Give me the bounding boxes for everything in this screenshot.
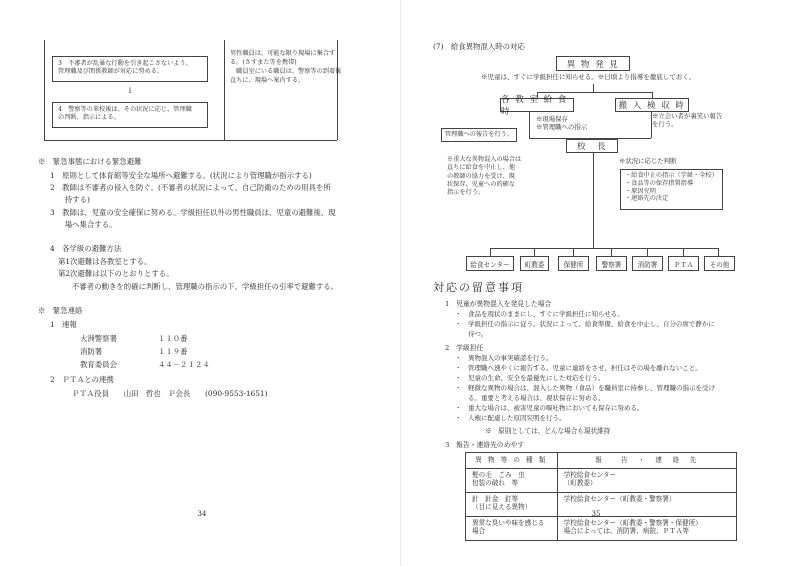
table-cell-kind: 異常な臭いや味を感じる 場合 <box>466 516 558 540</box>
emergency-item-1: 1 原則として体育館等安全な場所へ避難する。(状況により管理職が指示する) <box>50 171 312 180</box>
notes-3-title: 3 報告・連絡先のめやす <box>445 441 525 449</box>
flow-frame-divider <box>224 40 225 140</box>
org-box: 町教委 <box>520 256 549 271</box>
flow-step-3-box: 3 不審者が乱暴な行動を引き起こさないよう、 管理職及び関係教師が対応に努める。 <box>52 56 208 82</box>
report-number: ４４－２１２４ <box>158 360 210 369</box>
table-row <box>466 468 737 492</box>
notes-2-item: ・ 管理職へ速やくに報告する。児童に連絡をさせ、担任はその場を離れないこと。 <box>455 364 702 372</box>
table-header-kind: 異 物 等 の 種 類 <box>466 453 558 469</box>
judgment-title: ※状況に応じた判断 <box>619 157 677 165</box>
connector <box>490 248 491 256</box>
pta-contact-line: ＰＴＡ役員 山田 哲也 Ｐ会長 (090-9553-1651) <box>72 389 268 398</box>
notes-2-item: ・ 軽微な異物の場合は、混入した異物（食品）を職員室に持参し、管理職の指示を受け <box>455 384 715 392</box>
judgment-item: ・原因究明 <box>625 187 656 195</box>
table-cell-kind: 針 針金 釘等 （目に見える異物） <box>466 492 558 516</box>
org-box: 警察署 <box>596 256 627 271</box>
table-cell-dest: 学校給食センター（町教委・警察署） <box>557 492 736 516</box>
connector <box>593 153 594 248</box>
serious-case-note: ※重大な異物混入の場合は 直ちに給食を中止し、他 の教師の協力を受け、現 状保存、児童への的確な 指示を行う。 <box>447 156 522 197</box>
emergency-item-2-cont: 持する) <box>50 195 90 204</box>
pta-title: 2 ＰＴＡとの連携 <box>50 375 114 384</box>
flow-frame-left <box>44 40 45 140</box>
table-header-dest: 報 告 ・ 連 絡 先 <box>557 453 736 469</box>
evacuation-title: 4 各学級の避難方法 <box>50 244 122 253</box>
notes-1-title: 1 児童が異物混入を発見した場合 <box>445 300 552 308</box>
notes-2-title: 2 学級担任 <box>445 344 484 352</box>
connector <box>718 248 719 256</box>
table-cell-kind: 髪の毛 ごみ 虫 包装の破れ 等 <box>466 468 558 492</box>
connector <box>651 112 652 138</box>
report-name: 教育委員会 <box>80 360 117 369</box>
notes-2-item: ・ 重大な場合は、被害児童の嘔吐物においても保存に努める。 <box>455 404 644 412</box>
report-name: 消防署 <box>80 347 103 356</box>
org-box: ＰＴＡ <box>668 256 699 271</box>
delivery-inspection-box: 搬 入 検 収 時 <box>615 98 689 112</box>
report-number: １１９番 <box>158 347 188 356</box>
notes-1-item: ・ 学級担任の指示に従う。状況によって、給食準備、給食を中止し、自分の席で静かに <box>455 320 715 328</box>
org-box: その他 <box>704 256 735 271</box>
report-name: 大洲警察署 <box>80 334 117 343</box>
page-number-right: 35 <box>591 510 601 518</box>
admin-report-box: 管理職への報告を行う。 <box>441 128 517 142</box>
notes-1-item: 待つ。 <box>455 330 488 338</box>
page-number-left: 34 <box>197 510 207 518</box>
notes-2-footer: ※ 原則としては、どんな場合も現状維持 <box>485 427 611 435</box>
discovery-note: ※児童は、すぐに学級担任に知らせる。※日頃より指導を徹底しておく。 <box>481 73 696 81</box>
connector <box>529 112 530 138</box>
table-cell-dest: 学校給食センター （町教委） <box>557 468 736 492</box>
delivery-note: ※立会い者が裏笑い報告 を行う。 <box>652 112 723 128</box>
org-box: 保健所 <box>558 256 589 271</box>
flow-step-4-box: 4 警察等の来校後は、その状況に応じ、管理職 の判断、指示による。 <box>52 102 208 128</box>
page-fold <box>400 0 401 566</box>
connector <box>573 248 574 256</box>
notes-2-item: ・ 児童の生命、安全を最優先にした対応を行う。 <box>455 374 605 382</box>
evacuation-line-1: 第1次避難は各教室とする。 <box>58 257 152 266</box>
judgment-box <box>620 169 723 210</box>
notes-2-item: る。重要と考える場合は、現状保存に努める。 <box>455 394 605 402</box>
down-arrow-icon: ↓ <box>126 86 134 95</box>
flow-side-text: 男性職員は、可能な限り現場に集合す る。(さすまた等を携帯) 職員室にいる職員は、警察等の到着後 直ちに、現場へ案内する。 <box>230 50 342 84</box>
table-cell-dest: 学校給食センター（町教委・警察署・保健所） 場合によっては、消防署、病院、ＰＴＡ等 <box>557 516 736 540</box>
report-contact-table <box>465 452 737 541</box>
principal-box: 校 長 <box>566 139 618 153</box>
report-number: １１０番 <box>158 334 188 343</box>
emergency-item-3-cont: 場へ集合する。 <box>50 220 117 229</box>
connector <box>683 248 684 256</box>
section-title: (7) 給食異物混入時の対応 <box>433 42 525 51</box>
connector <box>611 248 612 256</box>
judgment-item: ・連絡先の決定 <box>625 195 669 203</box>
emergency-item-2: 2 教師は不審者の侵入を防ぐ。(不審者の状況によって、自己防衛のための用具を所 <box>50 183 331 192</box>
org-box: 消防署 <box>632 256 663 271</box>
evacuation-line-2: 第2次避難は以下のとおりとする。 <box>58 269 174 278</box>
notes-heading: 対応の留意事項 <box>433 281 524 294</box>
connector <box>593 84 594 92</box>
report-title: 1 連報 <box>50 320 77 329</box>
org-box: 給食センター <box>466 256 514 271</box>
contact-title: ※ 緊急連絡 <box>38 306 83 315</box>
discovery-box: 異 物 発 見 <box>556 56 630 71</box>
connector <box>647 248 648 256</box>
classroom-meal-box: 各 教 室 給 食 時 <box>500 98 574 112</box>
emergency-title: ※ 緊急事態における緊急避難 <box>38 157 142 166</box>
judgment-item: ・食品等の保存措置指導 <box>625 179 694 187</box>
table-row <box>466 516 737 540</box>
evacuation-line-3: 不審者の動きを的確に判断し、管理職の指示の下、学級担任の引率で避難する。 <box>72 282 339 291</box>
notes-2-item: ・ 異物混入の事実確認を行う。 <box>455 354 553 362</box>
flow-frame-bottom <box>44 140 337 141</box>
emergency-item-3: 3 教師は、児童の安全確保に努める。学級担任以外の男性職員は、児童の避難後、現 <box>50 208 336 217</box>
table-header-row <box>466 453 737 469</box>
judgment-item: ・給食中止の指示（学級・全校） <box>625 172 718 179</box>
classroom-note: ※現場保存 ※管理職への指示 <box>536 115 588 131</box>
connector <box>534 248 535 256</box>
notes-1-item: ・ 食品を現状のままにし、すぐに学級担任に知らせる。 <box>455 310 624 318</box>
notes-2-item: ・ 人権に配慮した原因究明を行う。 <box>455 414 566 422</box>
